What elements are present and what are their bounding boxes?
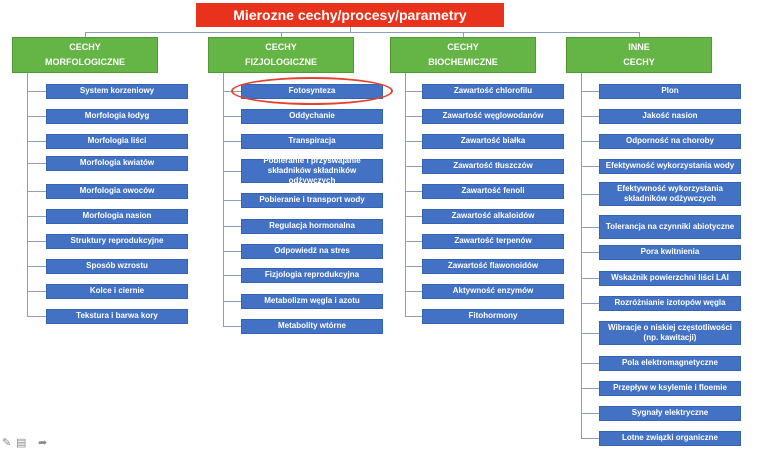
list-item: Morfologia liści: [46, 134, 188, 149]
connector-line: [405, 116, 422, 117]
connector-line: [405, 316, 422, 317]
list-item: Fotosynteza: [241, 84, 383, 99]
category-cechy: [566, 37, 712, 73]
list-item: Odporność na choroby: [599, 134, 741, 149]
list-item: Transpiracja: [241, 134, 383, 149]
connector-line: [405, 166, 422, 167]
connector-line: [405, 291, 422, 292]
connector-line: [223, 116, 241, 117]
list-item: Rozróżnianie izotopów węgla: [599, 296, 741, 311]
list-item: Zawartość węglowodanów: [422, 109, 564, 124]
list-item: Morfologia nasion: [46, 209, 188, 224]
connector-line: [405, 241, 422, 242]
category-label: INNE: [628, 42, 650, 52]
connector-line: [581, 116, 599, 117]
list-item: Kolce i ciernie: [46, 284, 188, 299]
list-item: Pola elektromagnetyczne: [599, 356, 741, 371]
connector-line: [27, 291, 46, 292]
connector-line: [27, 216, 46, 217]
list-item: Efektywność wykorzystania wody: [599, 159, 741, 174]
list-item: Struktury reprodukcyjne: [46, 234, 188, 249]
connector-line: [581, 252, 599, 253]
category-label: CECHY: [69, 42, 101, 52]
connector-line: [405, 216, 422, 217]
connector-line: [27, 91, 46, 92]
connector-line: [27, 163, 46, 164]
category-label: MORFOLOGICZNE: [45, 57, 125, 67]
list-item: Sygnały elektryczne: [599, 406, 741, 421]
list-item: Wibracje o niskiej częstotliwości (np. kawitacji): [599, 321, 741, 345]
diagram-title: Mierozne cechy/procesy/parametry: [196, 3, 504, 27]
list-item: Pora kwitnienia: [599, 245, 741, 260]
list-item: Regulacja hormonalna: [241, 219, 383, 234]
connector-line: [581, 303, 599, 304]
list-item: Zawartość terpenów: [422, 234, 564, 249]
list-item: Morfologia kwiatów: [46, 156, 188, 171]
connector-line: [581, 166, 599, 167]
connector-line: [223, 141, 241, 142]
list-item: Efektywność wykorzystania składników odżywczych: [599, 182, 741, 206]
connector-line: [581, 91, 599, 92]
connector-line: [405, 266, 422, 267]
arrow-right-icon[interactable]: ➦: [38, 437, 48, 449]
list-item: System korzeniowy: [46, 84, 188, 99]
connector-line: [581, 413, 599, 414]
connector-line: [27, 191, 46, 192]
connector-line: [223, 251, 241, 252]
connector-line: [405, 73, 406, 316]
category-label: FIZJOLOGICZNE: [245, 57, 317, 67]
list-item: Zawartość tłuszczów: [422, 159, 564, 174]
list-item: Tolerancja na czynniki abiotyczne: [599, 215, 741, 239]
connector-line: [405, 91, 422, 92]
category-label: CECHY: [265, 42, 297, 52]
highlight-ellipse: [231, 77, 393, 105]
list-item: Plon: [599, 84, 741, 99]
list-item: Pobieranie i przyswajanie składników składników odżywczych: [241, 159, 383, 183]
connector-line: [223, 226, 241, 227]
connector-line: [27, 73, 28, 316]
slides-icon[interactable]: ▤: [16, 437, 27, 449]
list-item: Lotne związki organiczne: [599, 431, 741, 446]
category-label: CECHY: [447, 42, 479, 52]
category-label: CECHY: [623, 57, 655, 67]
connector-line: [223, 171, 241, 172]
category-fizjologiczne: [208, 37, 354, 73]
category-label: BIOCHEMICZNE: [428, 57, 498, 67]
list-item: Morfologia łodyg: [46, 109, 188, 124]
list-item: Zawartość fenoli: [422, 184, 564, 199]
connector-line: [581, 363, 599, 364]
list-item: Metabolizm węgla i azotu: [241, 294, 383, 309]
list-item: Metabolity wtórne: [241, 319, 383, 334]
connector-line: [581, 227, 599, 228]
category-biochemiczne: [390, 37, 536, 73]
connector-line: [581, 333, 599, 334]
connector-line: [223, 200, 241, 201]
list-item: Fizjologia reprodukcyjna: [241, 268, 383, 283]
list-item: Zawartość flawonoidów: [422, 259, 564, 274]
connector-line: [581, 141, 599, 142]
connector-line: [581, 438, 599, 439]
list-item: Fitohormony: [422, 309, 564, 324]
connector-line: [85, 32, 640, 33]
connector-line: [223, 301, 241, 302]
connector-line: [581, 73, 582, 438]
connector-line: [223, 275, 241, 276]
list-item: Zawartość białka: [422, 134, 564, 149]
connector-line: [223, 326, 241, 327]
list-item: Sposób wzrostu: [46, 259, 188, 274]
pen-icon[interactable]: ✎: [2, 437, 12, 449]
connector-line: [581, 388, 599, 389]
list-item: Pobieranie i transport wody: [241, 193, 383, 208]
connector-line: [27, 241, 46, 242]
connector-line: [27, 316, 46, 317]
category-morfologiczne: [12, 37, 158, 73]
list-item: Jakość nasion: [599, 109, 741, 124]
connector-line: [581, 194, 599, 195]
connector-line: [405, 191, 422, 192]
connector-line: [405, 141, 422, 142]
list-item: Oddychanie: [241, 109, 383, 124]
connector-line: [27, 116, 46, 117]
connector-line: [27, 141, 46, 142]
list-item: Przepływ w ksylemie i floemie: [599, 381, 741, 396]
list-item: Wskaźnik powierzchni liści LAI: [599, 271, 741, 286]
list-item: Odpowiedź na stres: [241, 244, 383, 259]
connector-line: [27, 266, 46, 267]
list-item: Zawartość alkaloidów: [422, 209, 564, 224]
list-item: Tekstura i barwa kory: [46, 309, 188, 324]
list-item: Aktywność enzymów: [422, 284, 564, 299]
list-item: Zawartość chlorofilu: [422, 84, 564, 99]
connector-line: [581, 278, 599, 279]
list-item: Morfologia owoców: [46, 184, 188, 199]
